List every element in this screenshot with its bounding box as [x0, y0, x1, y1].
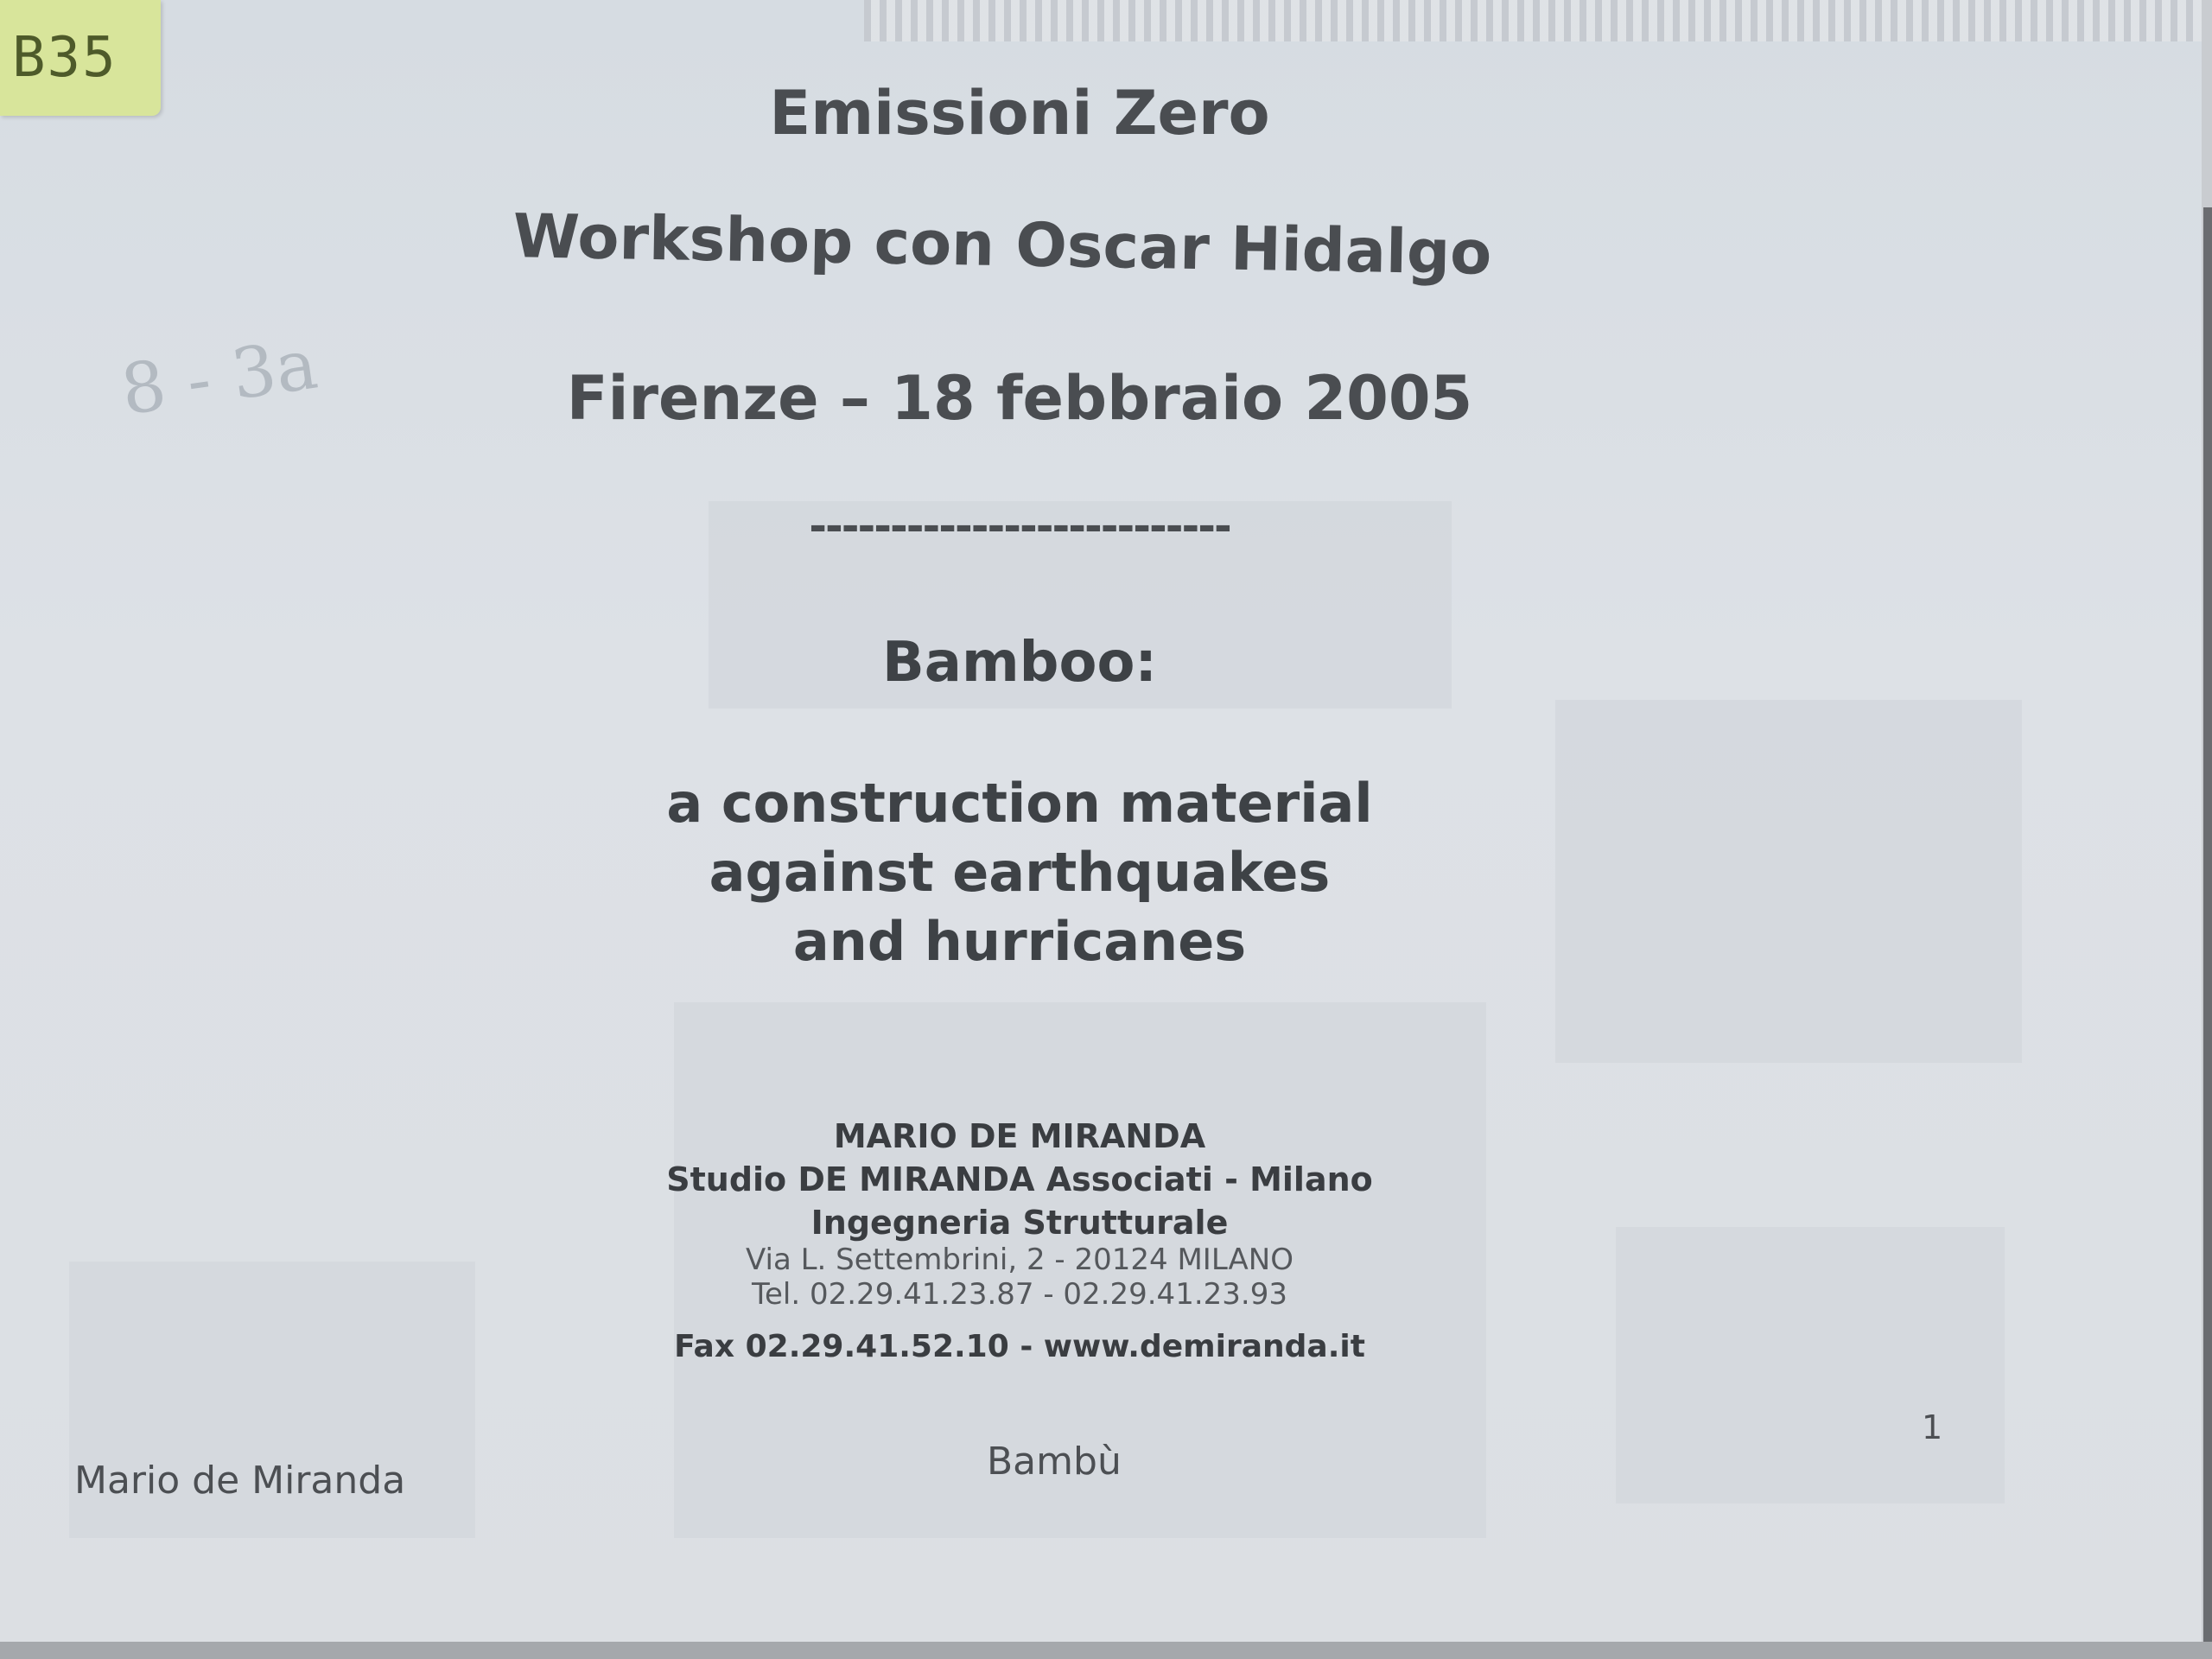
header-date: Firenze – 18 febbraio 2005	[566, 363, 1473, 434]
author-name: MARIO DE MIRANDA	[833, 1117, 1206, 1155]
author-fax-web: Fax 02.29.41.52.10 - www.demiranda.it	[674, 1329, 1365, 1364]
footer-author: Mario de Miranda	[74, 1459, 406, 1503]
spiral-binding	[864, 0, 2202, 41]
page-edge	[0, 1642, 2212, 1659]
subtitle-line: and hurricanes	[792, 910, 1247, 973]
subtitle-line: against earthquakes	[709, 841, 1331, 904]
author-field: Ingegneria Strutturale	[810, 1204, 1229, 1242]
handwritten-note: 8 - 3a	[116, 323, 322, 431]
doc-subtitle	[484, 769, 1555, 976]
author-contacts	[484, 1243, 1555, 1312]
subtitle-line: a construction material	[666, 772, 1373, 835]
sticker-label	[0, 0, 161, 116]
separator-line: --------------------------	[809, 501, 1230, 551]
page-number: 1	[1922, 1408, 1943, 1446]
author-block	[484, 1115, 1555, 1244]
footer-title: Bambù	[987, 1440, 1122, 1484]
sticker-text: B35	[12, 26, 118, 90]
bleed-through-shape	[1555, 700, 2022, 1063]
doc-title: Bamboo:	[882, 631, 1157, 695]
author-tel: Tel. 02.29.41.23.87 - 02.29.41.23.93	[752, 1277, 1287, 1312]
author-address: Via L. Settembrini, 2 - 20124 MILANO	[746, 1243, 1294, 1277]
header-workshop: Workshop con Oscar Hidalgo	[512, 200, 1492, 289]
header-event: Emissioni Zero	[769, 78, 1270, 149]
bleed-through-shape	[1616, 1227, 2005, 1503]
page-edge	[2203, 207, 2212, 1659]
author-studio: Studio DE MIRANDA Associati - Milano	[666, 1160, 1373, 1198]
